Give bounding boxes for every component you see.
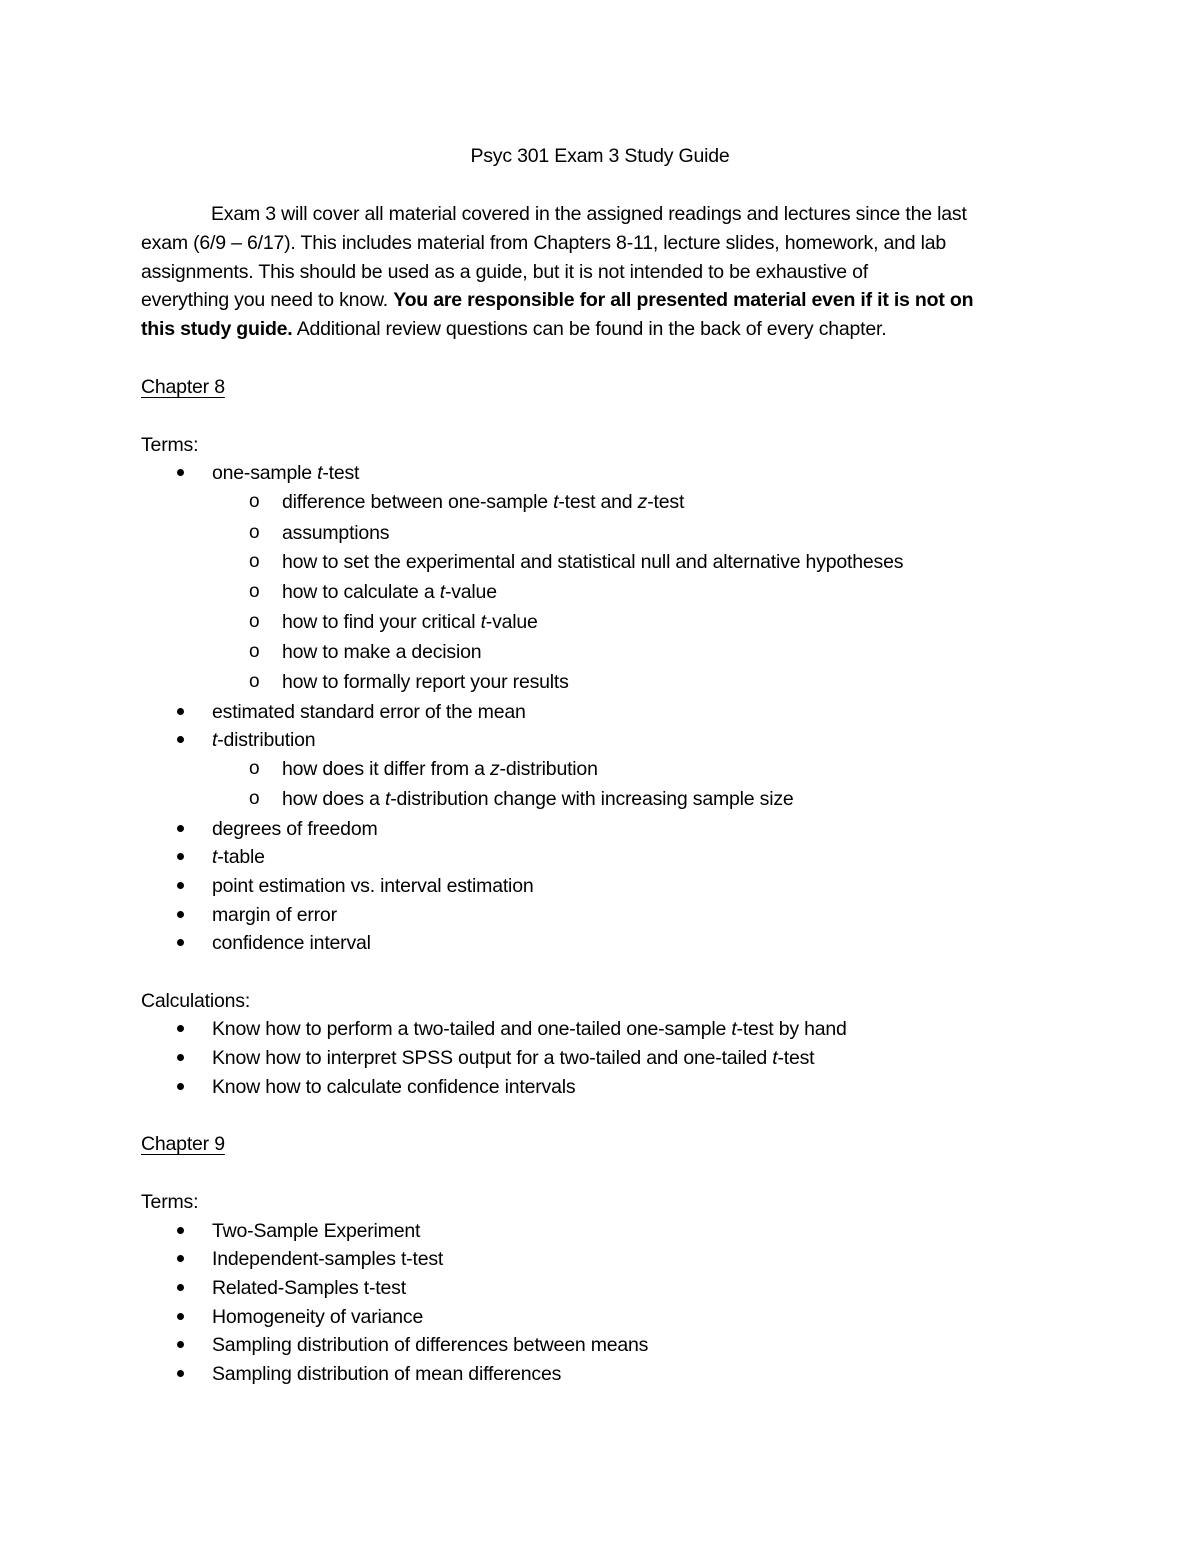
calc-confidence-intervals: Know how to calculate confidence intervals: [212, 1076, 576, 1098]
bullet-dot-icon: [177, 1341, 184, 1348]
bullet-dot-icon: [177, 1227, 184, 1234]
bullet-circle-icon: o: [249, 671, 260, 692]
chapter-8-heading: Chapter 8: [141, 376, 225, 398]
calc-perform-t-test: [212, 1016, 847, 1042]
term-one-sample-t-test: [212, 460, 359, 486]
intro-line-5-text: Additional review questions can be found in the back of every chapter.: [296, 318, 887, 340]
calc-italic: t: [731, 1018, 737, 1040]
subterm-text-end: -distribution change with increasing sample size: [390, 788, 794, 810]
ch9-term: Related-Samples t-test: [212, 1277, 406, 1299]
intro-line-4-bold: You are responsible for all presented material even if it is not on: [393, 289, 974, 311]
chapter-9-heading: Chapter 9: [141, 1133, 225, 1155]
term-confidence-interval: confidence interval: [212, 932, 371, 954]
subterm-report: how to formally report your results: [282, 671, 569, 693]
page-title: Psyc 301 Exam 3 Study Guide: [470, 145, 730, 167]
subterm-italic-2: z: [637, 491, 648, 513]
calc-text: Know how to interpret SPSS output for a two-tailed and one-tailed: [212, 1047, 773, 1069]
intro-line-4: [141, 287, 973, 313]
bullet-dot-icon: [177, 1054, 184, 1061]
bullet-dot-icon: [177, 1083, 184, 1090]
bullet-dot-icon: [177, 911, 184, 918]
subterm-text: how to calculate a: [282, 581, 440, 603]
subterm-text-end: -distribution: [499, 758, 598, 780]
subterm-differ-z: [282, 756, 598, 782]
subterm-italic: z: [489, 758, 500, 780]
ch9-term: Sampling distribution of mean differences: [212, 1363, 562, 1385]
ch9-term: Sampling distribution of differences between means: [212, 1334, 649, 1356]
subterm-text-end: -value: [444, 581, 497, 603]
term-text-end: -test: [322, 462, 360, 484]
bullet-dot-icon: [177, 1025, 184, 1032]
bullet-dot-icon: [177, 1370, 184, 1377]
bullet-circle-icon: o: [249, 522, 260, 543]
term-text: -table: [217, 846, 265, 868]
bullet-dot-icon: [177, 469, 184, 476]
calc-text-end: -test: [777, 1047, 815, 1069]
bullet-circle-icon: o: [249, 551, 260, 572]
term-italic: t: [317, 462, 323, 484]
subterm-text-mid: -test and: [558, 491, 638, 513]
subterm-sample-size: [282, 786, 794, 812]
bullet-dot-icon: [177, 708, 184, 715]
calc-italic: t: [772, 1047, 778, 1069]
chapter-8-calculations-label: Calculations:: [141, 990, 251, 1012]
bullet-dot-icon: [177, 853, 184, 860]
bullet-dot-icon: [177, 1255, 184, 1262]
bullet-dot-icon: [177, 736, 184, 743]
term-margin-of-error: margin of error: [212, 904, 337, 926]
term-standard-error: estimated standard error of the mean: [212, 701, 526, 723]
term-degrees-of-freedom: degrees of freedom: [212, 818, 378, 840]
term-text: -distribution: [217, 729, 316, 751]
subterm-text-end: -value: [485, 611, 538, 633]
subterm-decision: how to make a decision: [282, 641, 482, 663]
subterm-critical-t: [282, 609, 538, 635]
subterm-text: how to find your critical: [282, 611, 481, 633]
chapter-9-terms-label: Terms:: [141, 1191, 199, 1213]
bullet-dot-icon: [177, 1313, 184, 1320]
subterm-hypotheses: how to set the experimental and statistical null and alternative hypotheses: [282, 551, 904, 573]
subterm-italic: t: [553, 491, 559, 513]
subterm-italic: t: [384, 788, 391, 810]
subterm-text: difference between one-sample: [282, 491, 554, 513]
subterm-calculate-t: [282, 579, 497, 605]
subterm-assumptions: assumptions: [282, 522, 390, 544]
intro-line-4-text: everything you need to know.: [141, 289, 388, 311]
term-text: one-sample: [212, 462, 318, 484]
chapter-8-terms-label: Terms:: [141, 434, 199, 456]
intro-line-1: Exam 3 will cover all material covered in the assigned readings and lectures since the last: [211, 203, 967, 225]
intro-line-5: [141, 316, 886, 342]
calc-text-end: -test by hand: [736, 1018, 847, 1040]
subterm-text: how does it differ from a: [282, 758, 490, 780]
subterm-text: how does a: [282, 788, 385, 810]
term-estimation: point estimation vs. interval estimation: [212, 875, 534, 897]
bullet-dot-icon: [177, 1284, 184, 1291]
intro-line-5-bold: this study guide.: [141, 318, 293, 340]
calc-text: Know how to perform a two-tailed and one-tailed one-sample: [212, 1018, 732, 1040]
subterm-italic: t: [439, 581, 445, 603]
bullet-dot-icon: [177, 939, 184, 946]
bullet-circle-icon: o: [249, 581, 260, 602]
intro-line-3: assignments. This should be used as a guide, but it is not intended to be exhaustive of: [141, 261, 868, 283]
bullet-circle-icon: o: [249, 641, 260, 662]
ch9-term: Homogeneity of variance: [212, 1306, 424, 1328]
bullet-circle-icon: o: [249, 491, 260, 512]
bullet-circle-icon: o: [249, 611, 260, 632]
calc-interpret-spss: [212, 1045, 814, 1071]
term-t-table: [212, 844, 265, 870]
subterm-text-end: -test: [647, 491, 685, 513]
term-italic: t: [212, 846, 218, 868]
bullet-circle-icon: o: [249, 758, 260, 779]
bullet-dot-icon: [177, 882, 184, 889]
bullet-dot-icon: [177, 825, 184, 832]
ch9-term: Independent-samples t-test: [212, 1248, 444, 1270]
intro-line-2: exam (6/9 – 6/17). This includes material from Chapters 8-11, lecture slides, homework, and lab: [141, 232, 947, 254]
ch9-term: Two-Sample Experiment: [212, 1220, 421, 1242]
bullet-circle-icon: o: [249, 788, 260, 809]
subterm-difference: [282, 489, 684, 515]
term-t-distribution: [212, 727, 315, 753]
term-italic: t: [212, 729, 218, 751]
subterm-italic: t: [480, 611, 486, 633]
